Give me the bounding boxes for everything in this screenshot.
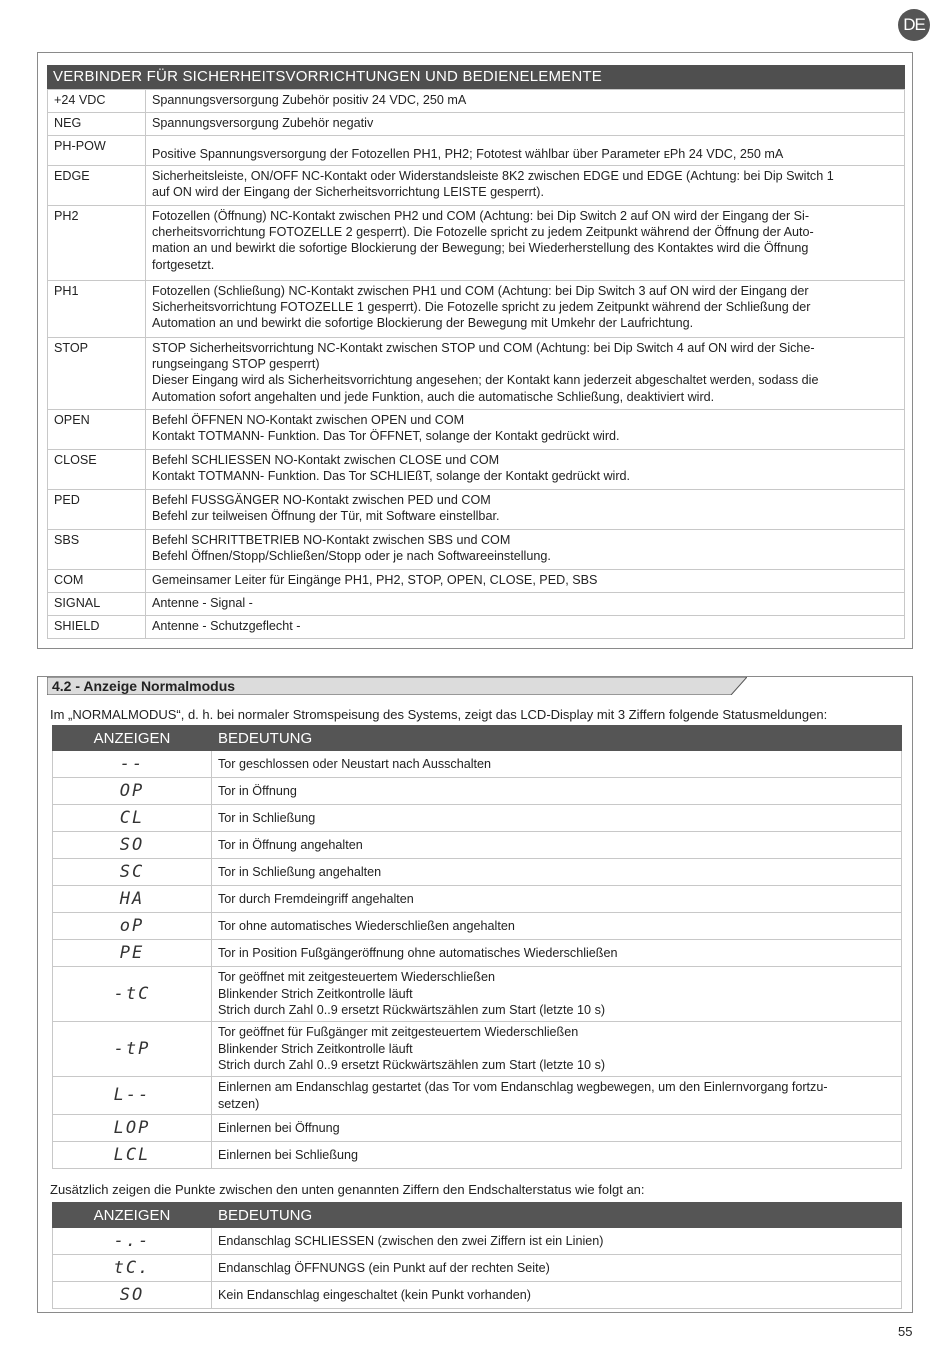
description-line: Endanschlag ÖFFNUNGS (ein Punkt auf der rechten Seite) bbox=[218, 1260, 550, 1275]
section-title: 4.2 - Anzeige Normalmodus bbox=[52, 678, 236, 694]
display-meaning bbox=[212, 1022, 902, 1077]
display-meaning bbox=[212, 1282, 902, 1309]
display-code: HA bbox=[53, 886, 212, 913]
description-line: Einlernen bei Öffnung bbox=[218, 1120, 340, 1135]
connector-description bbox=[146, 410, 905, 450]
connector-description bbox=[146, 530, 905, 570]
description-line: Tor geöffnet mit zeitgesteuertem Wiederschließen bbox=[218, 970, 495, 985]
connector-row bbox=[48, 593, 905, 616]
description-line: Tor durch Fremdeingriff angehalten bbox=[218, 891, 414, 906]
description-line: Automation an und bewirkt die sofortige Blockierung der Bewegung mit Umkehr der Laufrichtung. bbox=[152, 316, 694, 331]
status-row bbox=[53, 859, 902, 886]
connector-description bbox=[146, 593, 905, 616]
display-meaning bbox=[212, 913, 902, 940]
display-code: L-- bbox=[53, 1077, 212, 1115]
description-line: Dieser Eingang wird als Sicherheitsvorrichtung angesehen; der Kontakt kann jederzeit abgeschaltet werden, sodass die bbox=[152, 373, 819, 388]
description-line: Blinkender Strich Zeitkontrolle läuft bbox=[218, 1041, 413, 1056]
description-line: setzen) bbox=[218, 1096, 260, 1111]
display-meaning bbox=[212, 1077, 902, 1115]
limit-switch-table bbox=[52, 1202, 902, 1309]
connector-row bbox=[48, 490, 905, 530]
status-row bbox=[53, 913, 902, 940]
display-meaning bbox=[212, 1115, 902, 1142]
description-line: Befehl SCHRITTBETRIEB NO-Kontakt zwischen SBS und COM bbox=[152, 533, 511, 547]
status-table bbox=[52, 725, 902, 1169]
display-code: oP bbox=[53, 913, 212, 940]
connector-row bbox=[48, 616, 905, 639]
display-meaning bbox=[212, 967, 902, 1022]
description-line: STOP Sicherheitsvorrichtung NC-Kontakt zwischen STOP und COM (Achtung: bei Dip Switch 4 auf ON wird der Siche- bbox=[152, 341, 815, 355]
connector-row bbox=[48, 136, 905, 166]
description-line: Tor ohne automatisches Wiederschließen angehalten bbox=[218, 918, 515, 933]
description-line: Spannungsversorgung Zubehör positiv 24 VDC, 250 mA bbox=[152, 93, 467, 107]
connector-label: STOP bbox=[48, 338, 146, 410]
connector-row bbox=[48, 530, 905, 570]
connector-label: CLOSE bbox=[48, 450, 146, 490]
description-line: Einlernen am Endanschlag gestartet (das Tor vom Endanschlag wegbewegen, um den Einlernvorgang fortzu- bbox=[218, 1080, 828, 1094]
description-line: Tor in Position Fußgängeröffnung ohne automatisches Wiederschließen bbox=[218, 945, 618, 960]
description-line: Gemeinsamer Leiter für Eingänge PH1, PH2, STOP, OPEN, CLOSE, PED, SBS bbox=[152, 573, 598, 587]
display-meaning bbox=[212, 940, 902, 967]
display-code: -tP bbox=[53, 1022, 212, 1077]
connector-title: VERBINDER FÜR SICHERHEITSVORRICHTUNGEN UND BEDIENELEMENTE bbox=[47, 65, 905, 89]
display-meaning bbox=[212, 832, 902, 859]
description-line: Blinkender Strich Zeitkontrolle läuft bbox=[218, 986, 413, 1001]
display-code: -- bbox=[53, 751, 212, 778]
display-meaning bbox=[212, 1142, 902, 1169]
display-meaning bbox=[212, 751, 902, 778]
description-line: Kontakt TOTMANN- Funktion. Das Tor SCHLIEßT, solange der Kontakt gedrückt wird. bbox=[152, 469, 631, 484]
description-line: Sicherheitsvorrichtung FOTOZELLE 1 gesperrt). Die Fotozelle spricht zu jedem Zeitpunkt während der Schließung der bbox=[152, 300, 811, 315]
description-line: Befehl Öffnen/Stopp/Schließen/Stopp oder je nach Softwareeinstellung. bbox=[152, 549, 551, 564]
display-meaning bbox=[212, 778, 902, 805]
display-code: tC. bbox=[53, 1255, 212, 1282]
connector-label: SBS bbox=[48, 530, 146, 570]
connector-description bbox=[146, 570, 905, 593]
connector-description bbox=[146, 136, 905, 166]
description-line: Tor geöffnet für Fußgänger mit zeitgesteuertem Wiederschließen bbox=[218, 1025, 579, 1040]
display-code: LCL bbox=[53, 1142, 212, 1169]
col-header-anzeigen: ANZEIGEN bbox=[53, 726, 212, 751]
connector-description bbox=[146, 206, 905, 281]
col-header-bedeutung-2: BEDEUTUNG bbox=[212, 1203, 902, 1228]
status-row bbox=[53, 1022, 902, 1077]
description-line: Antenne - Schutzgeflecht - bbox=[152, 619, 301, 633]
display-code: CL bbox=[53, 805, 212, 832]
language-badge: DE bbox=[898, 9, 930, 41]
description-line: Kein Endanschlag eingeschaltet (kein Punkt vorhanden) bbox=[218, 1287, 531, 1302]
description-line: Strich durch Zahl 0..9 ersetzt Rückwärtszählen zum Start (letzte 10 s) bbox=[218, 1058, 606, 1073]
connector-description bbox=[146, 90, 905, 113]
description-line: Spannungsversorgung Zubehör negativ bbox=[152, 116, 374, 130]
display-meaning bbox=[212, 886, 902, 913]
description-line: Tor geschlossen oder Neustart nach Ausschalten bbox=[218, 756, 492, 771]
display-code: -tC bbox=[53, 967, 212, 1022]
connector-row bbox=[48, 113, 905, 136]
connector-label: EDGE bbox=[48, 166, 146, 206]
connector-label: SHIELD bbox=[48, 616, 146, 639]
connector-label: COM bbox=[48, 570, 146, 593]
display-meaning bbox=[212, 859, 902, 886]
connector-label: PED bbox=[48, 490, 146, 530]
connector-label: PH-POW bbox=[48, 136, 146, 166]
description-line: Einlernen bei Schließung bbox=[218, 1147, 359, 1162]
description-line: auf ON wird der Eingang der Sicherheitsvorrichtung LEISTE gesperrt). bbox=[152, 185, 544, 200]
connector-description bbox=[146, 616, 905, 639]
connector-label: SIGNAL bbox=[48, 593, 146, 616]
description-line: Antenne - Signal - bbox=[152, 596, 253, 610]
connector-table bbox=[47, 89, 905, 639]
description-line: mation an und bewirkt die sofortige Blockierung der Bewegung; bei Wiederherstellung des Kontaktes wird die Öffnung bbox=[152, 241, 809, 256]
description-line: Tor in Schließung angehalten bbox=[218, 864, 382, 879]
limit-row bbox=[53, 1228, 902, 1255]
display-meaning bbox=[212, 1255, 902, 1282]
description-line: Strich durch Zahl 0..9 ersetzt Rückwärtszählen zum Start (letzte 10 s) bbox=[218, 1003, 606, 1018]
connector-label: OPEN bbox=[48, 410, 146, 450]
status-row bbox=[53, 967, 902, 1022]
connector-description bbox=[146, 166, 905, 206]
status-box bbox=[37, 676, 913, 1313]
description-line: Fotozellen (Öffnung) NC-Kontakt zwischen PH2 und COM (Achtung: bei Dip Switch 2 auf ON wird der Eingang der Si- bbox=[152, 209, 810, 223]
status-row bbox=[53, 832, 902, 859]
connector-label: PH2 bbox=[48, 206, 146, 281]
display-meaning bbox=[212, 805, 902, 832]
description-line bbox=[152, 138, 898, 146]
connector-row bbox=[48, 281, 905, 338]
section-intro: Im „NORMALMODUS“, d. h. bei normaler Stromspeisung des Systems, zeigt das LCD-Display mit 3 Ziffern folgende Statusmeldungen: bbox=[50, 707, 828, 722]
display-code: SC bbox=[53, 859, 212, 886]
connector-row bbox=[48, 206, 905, 281]
connector-row bbox=[48, 90, 905, 113]
limit-row bbox=[53, 1282, 902, 1309]
status-row bbox=[53, 940, 902, 967]
description-line: rungseingang STOP gesperrt) bbox=[152, 357, 320, 372]
display-code: PE bbox=[53, 940, 212, 967]
description-line: Befehl FUSSGÄNGER NO-Kontakt zwischen PED und COM bbox=[152, 493, 491, 507]
display-meaning bbox=[212, 1228, 902, 1255]
description-line: Befehl SCHLIESSEN NO-Kontakt zwischen CLOSE und COM bbox=[152, 453, 500, 467]
description-line: Positive Spannungsversorgung der Fotozellen PH1, PH2; Fototest wählbar über Parameter ᴇPh 24 VDC, 250 mA bbox=[152, 147, 784, 161]
status-row bbox=[53, 805, 902, 832]
connector-description bbox=[146, 113, 905, 136]
col-header-bedeutung: BEDEUTUNG bbox=[212, 726, 902, 751]
display-code: LOP bbox=[53, 1115, 212, 1142]
page-number: 55 bbox=[898, 1324, 913, 1339]
section-title-bar bbox=[47, 677, 747, 695]
connector-description bbox=[146, 281, 905, 338]
description-line: Endanschlag SCHLIESSEN (zwischen den zwei Ziffern ist ein Linien) bbox=[218, 1233, 604, 1248]
description-line: Automation sofort angehalten und jede Funktion, auch die automatische Schließung, deaktiviert wird. bbox=[152, 389, 715, 404]
connector-box bbox=[37, 52, 913, 649]
connector-row bbox=[48, 450, 905, 490]
col-header-anzeigen-2: ANZEIGEN bbox=[53, 1203, 212, 1228]
connector-description bbox=[146, 450, 905, 490]
display-code: -.- bbox=[53, 1228, 212, 1255]
connector-row bbox=[48, 166, 905, 206]
description-line: Sicherheitsleiste, ON/OFF NC-Kontakt oder Widerstandsleiste 8K2 zwischen EDGE und EDGE (Achtung: bei Dip Switch 1 bbox=[152, 169, 834, 183]
connector-row bbox=[48, 410, 905, 450]
limit-row bbox=[53, 1255, 902, 1282]
status-row bbox=[53, 1142, 902, 1169]
section-intro-2: Zusätzlich zeigen die Punkte zwischen den unten genannten Ziffern den Endschalterstatus wie folgt an: bbox=[50, 1182, 645, 1197]
status-row bbox=[53, 751, 902, 778]
display-code: SO bbox=[53, 832, 212, 859]
description-line: Kontakt TOTMANN- Funktion. Das Tor ÖFFNET, solange der Kontakt gedrückt wird. bbox=[152, 429, 620, 444]
description-line: Befehl ÖFFNEN NO-Kontakt zwischen OPEN und COM bbox=[152, 413, 465, 427]
connector-label: PH1 bbox=[48, 281, 146, 338]
status-row bbox=[53, 1115, 902, 1142]
status-row bbox=[53, 886, 902, 913]
status-row bbox=[53, 1077, 902, 1115]
connector-label: NEG bbox=[48, 113, 146, 136]
status-row bbox=[53, 778, 902, 805]
description-line: Tor in Öffnung bbox=[218, 783, 297, 798]
connector-description bbox=[146, 490, 905, 530]
connector-label: +24 VDC bbox=[48, 90, 146, 113]
description-line: cherheitsvorrichtung FOTOZELLE 2 gesperrt). Die Fotozelle spricht zu jedem Zeitpunkt während der Öffnung der Auto- bbox=[152, 225, 814, 240]
description-line: Tor in Öffnung angehalten bbox=[218, 837, 363, 852]
description-line: Fotozellen (Schließung) NC-Kontakt zwischen PH1 und COM (Achtung: bei Dip Switch 3 auf ON wird der Eingang der bbox=[152, 284, 809, 298]
connector-row bbox=[48, 338, 905, 410]
display-code: SO bbox=[53, 1282, 212, 1309]
description-line: Befehl zur teilweisen Öffnung der Tür, mit Software einstellbar. bbox=[152, 509, 500, 524]
connector-row bbox=[48, 570, 905, 593]
description-line: fortgesetzt. bbox=[152, 257, 215, 272]
connector-description bbox=[146, 338, 905, 410]
description-line: Tor in Schließung bbox=[218, 810, 316, 825]
display-code: OP bbox=[53, 778, 212, 805]
